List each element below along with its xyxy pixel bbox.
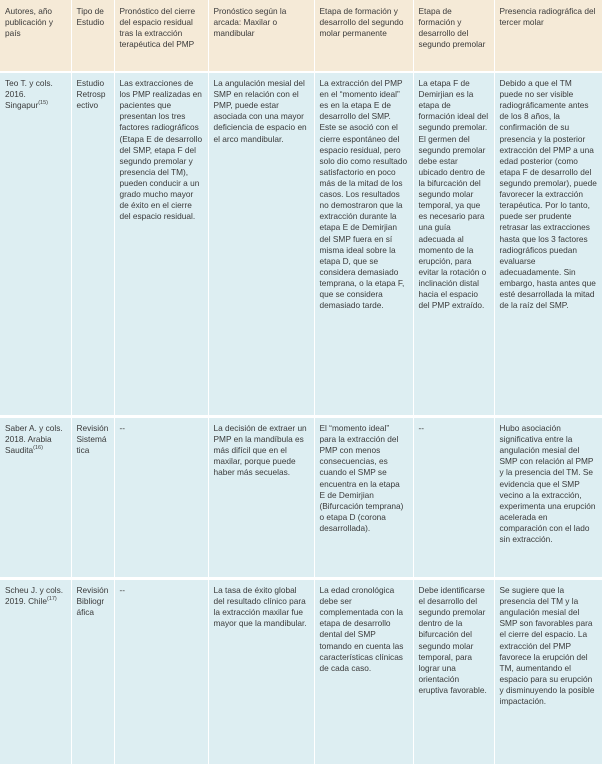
cell-second-premolar: -- [413,417,494,579]
header-second-premolar-stage: Etapa de formación y desarrollo del segundo premolar [413,0,494,72]
cell-prognosis: -- [114,579,208,765]
table-row [0,72,602,417]
header-residual-space-prognosis: Pronóstico del cierre del espacio residual tras la extracción terapéutica del PMP [114,0,208,72]
table-row [0,417,602,579]
cell-third-molar: Debido a que el TM puede no ser visible radiográficamente antes de los 8 años, la confirmación de su presencia y la posterior extracción del PMP a una edad posterior (como etapa F de desarrollo del segundo premolar), puede favorecer la extracción terapéutica. Por lo tanto, puede ser prudente retrasar las extracciones hasta que los 3 factores radiográficos puedan evaluarse adecuadamente. Sin embargo, hasta antes que esté desarrollada la mitad de la raíz del SMP. [494,72,602,417]
cell-third-molar: Hubo asociación significativa entre la angulación mesial del SMP con relación al PMP y la presencia del TM. Se evidencia que el SMP vecino a la extracción, experimenta una erupción acelerada en comparación con el lado sin extracción. [494,417,602,579]
cell-author [0,579,71,765]
cell-second-molar: La extracción del PMP en el “momento ideal” es en la etapa E de desarrollo del SMP. Este se asoció con el cierre espontáneo del espacio residual, pero solo dio como resultado satisfactorio en poco más de la mitad de los casos. Los resultados no demostraron que la extracción durante la etapa E de Demirjian del SMP fuera en sí misma ideal sobre la etapa D, que se considera demasiado temprana, o la etapa F, que se considera demasiado tarde. [314,72,413,417]
cell-prognosis: -- [114,417,208,579]
author-text: Scheu J. y cols. 2019. Chile [5,585,64,607]
cell-second-molar: La edad cronológica debe ser complementada con la etapa de desarrollo dental del SMP tomando en cuenta las características clínicas de cada caso. [314,579,413,765]
header-second-molar-stage: Etapa de formación y desarrollo del segundo molar permanente [314,0,413,72]
reference-number: (15) [38,100,48,107]
cell-study-type: Revisión Bibliográfica [71,579,114,765]
cell-author [0,417,71,579]
author-text: Saber A. y cols. 2018. Arabia Saudita [5,423,63,456]
header-study-type: Tipo de Estudio [71,0,114,72]
cell-arch: La decisión de extraer un PMP en la mandíbula es más difícil que en el maxilar, porque puede haber más secuelas. [208,417,314,579]
cell-second-molar: El “momento ideal” para la extracción del PMP con menos consecuencias, es cuando el SMP se encuentra en la etapa E de Demirjian (Bifurcación temprana) o etapa D (corona desarrollada). [314,417,413,579]
cell-study-type: Estudio Retrospectivo [71,72,114,417]
cell-third-molar: Se sugiere que la presencia del TM y la angulación mesial del SMP son favorables para el cierre del espacio. La extracción del PMP favorece la erupción del TM, aumentando el espacio para su erupción y disminuyendo la posible impactación. [494,579,602,765]
header-arch-prognosis: Pronóstico según la arcada: Maxilar o mandibular [208,0,314,72]
cell-second-premolar: La etapa F de Demirjian es la etapa de formación ideal del segundo premolar. El germen del segundo premolar debe estar ubicado dentro de la bifurcación del segundo molar temporal, ya que es necesario para una guía adecuada al momento de la erupción, para evitar la rotación o inclinación distal hacia el espacio del PMP extraído. [413,72,494,417]
header-row [0,0,602,72]
cell-second-premolar: Debe identificarse el desarrollo del segundo premolar dentro de la bifurcación del segundo molar temporal, para lograr una orientación eruptiva favorable. [413,579,494,765]
author-text: Teo T. y cols. 2016. Singapur [5,78,53,111]
header-authors: Autores, año publicación y país [0,0,71,72]
cell-arch: La angulación mesial del SMP en relación con el PMP, puede estar asociada con una mayor deficiencia de espacio en el arco mandibular. [208,72,314,417]
table-row [0,579,602,765]
cell-prognosis: Las extracciones de los PMP realizadas en pacientes que presentan los tres factores radiográficos (Etapa E de desarrollo del SMP, etapa F del segundo premolar y presencia del TM), pueden conducir a un grado mucho mayor de éxito en el cierre del espacio residual. [114,72,208,417]
cell-study-type: Revisión Sistemática [71,417,114,579]
reference-number: (16) [33,445,43,452]
cell-author [0,72,71,417]
cell-arch: La tasa de éxito global del resultado clínico para la extracción maxilar fue mayor que la mandibular. [208,579,314,765]
reference-number: (17) [46,596,57,603]
header-third-molar-presence: Presencia radiográfica del tercer molar [494,0,602,72]
